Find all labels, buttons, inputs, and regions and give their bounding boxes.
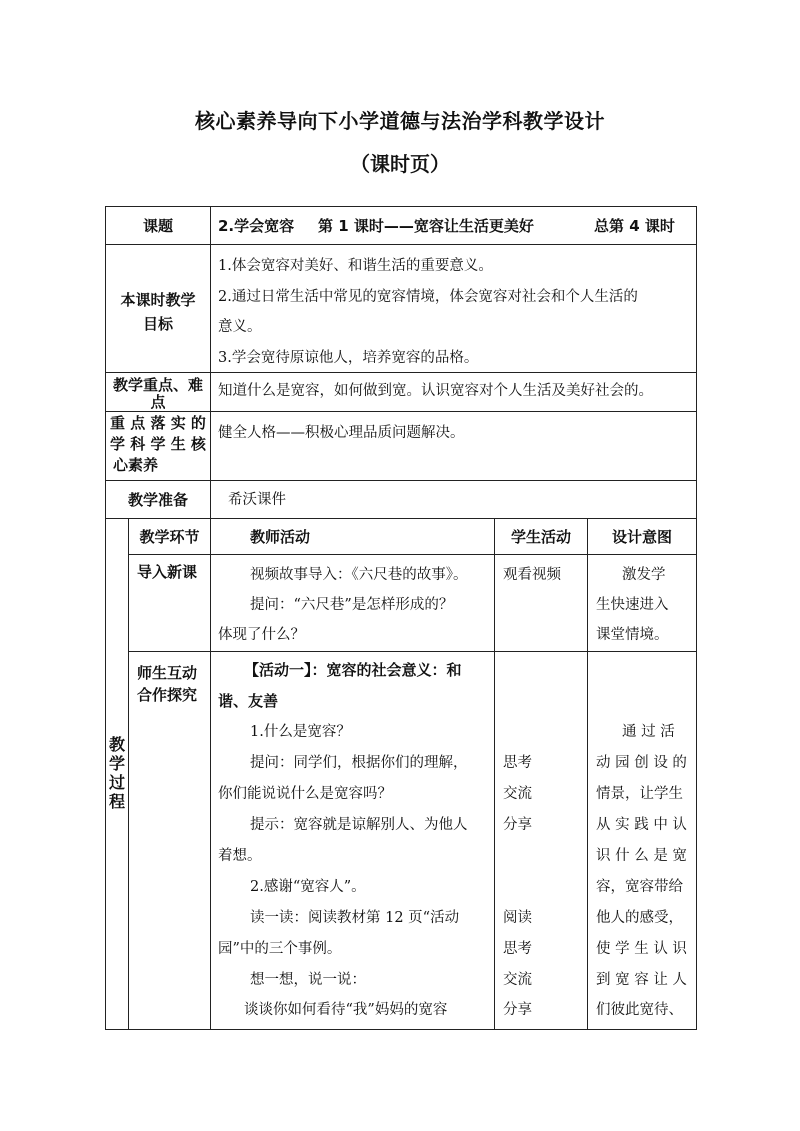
objective-item-2: 2.通过日常生活中常见的宽容情境，体会宽容对社会和个人生活的 xyxy=(218,289,638,305)
objectives-label-line1: 本课时教学 xyxy=(120,291,196,309)
header-student: 学生活动 xyxy=(510,528,571,546)
literacy-label-line1: 重 点 落 实 的 xyxy=(110,414,206,432)
intro-student: 观看视频 xyxy=(503,567,561,583)
intent-line: 他人的感受， xyxy=(596,910,683,926)
teacher-line-11: 想一想，说一说： xyxy=(250,972,366,988)
intro-intent-line1: 激发学 xyxy=(622,567,666,583)
intent-line: 使 学 生 认 识 xyxy=(596,941,687,957)
student-item: 交流 xyxy=(503,786,532,802)
intro-stage: 导入新课 xyxy=(137,563,198,581)
lesson-part: 第 1 课时——宽容让生活更美好 xyxy=(318,217,534,235)
teacher-line-10: 园”中的三个事例。 xyxy=(218,941,342,957)
intent-line: 识 什 么 是 宽 xyxy=(596,848,687,864)
intent-line: 容，宽容带给 xyxy=(596,879,683,895)
student-item: 思考 xyxy=(503,755,532,771)
activity-one-title-cont: 谐、友善 xyxy=(218,692,279,710)
student-item: 分享 xyxy=(503,1002,532,1018)
intro-teacher-line2: 提问：“六尺巷”是怎样形成的？ xyxy=(250,597,454,613)
objective-item-1: 1.体会宽容对美好、和谐生活的重要意义。 xyxy=(218,258,493,274)
preparation-label: 教学准备 xyxy=(127,491,188,509)
teacher-line-7: 着想。 xyxy=(218,848,262,864)
intro-intent-line2: 生快速进入 xyxy=(596,597,669,613)
teacher-line-3: 1.什么是宽容？ xyxy=(250,724,351,740)
teacher-line-4: 提问：同学们，根据你们的理解， xyxy=(250,755,468,771)
document-subtitle: （课时页） xyxy=(350,152,450,176)
intro-teacher-line1: 视频故事导入：《六尺巷的故事》。 xyxy=(250,567,468,583)
literacy-label-line3: 心素养 xyxy=(113,456,159,474)
lesson-total: 总第 4 课时 xyxy=(594,217,675,235)
literacy-label-line2: 学 科 学 生 核 xyxy=(110,435,206,453)
header-teacher: 教师活动 xyxy=(250,528,311,546)
teacher-line-6: 提示：宽容就是谅解别人、为他人 xyxy=(250,817,468,833)
literacy-content: 健全人格——积极心理品质问题解决。 xyxy=(218,425,465,441)
intent-line: 们彼此宽待、 xyxy=(596,1002,683,1018)
intro-intent-line3: 课堂情境。 xyxy=(596,627,669,643)
lesson-unit: 2.学会宽容 xyxy=(218,217,295,235)
explore-stage-line2: 合作探究 xyxy=(137,686,198,704)
keypoints-label-line2: 点 xyxy=(150,393,166,411)
intent-line: 从 实 践 中 认 xyxy=(596,817,687,833)
header-intent: 设计意图 xyxy=(611,528,672,546)
process-label: 教学过程 xyxy=(108,735,125,811)
teacher-line-9: 读一读：阅读教材第 12 页“活动 xyxy=(250,910,460,926)
student-item: 交流 xyxy=(503,972,532,988)
lesson-label: 课题 xyxy=(142,217,173,235)
keypoints-label-line1: 教学重点、难 xyxy=(112,376,203,394)
student-item: 阅读 xyxy=(503,910,532,926)
objective-item-3: 3.学会宽待原谅他人，培养宽容的品格。 xyxy=(218,350,479,366)
intent-line: 情景，让学生 xyxy=(596,786,683,802)
activity-one-title: 【活动一】：宽容的社会意义：和 xyxy=(244,661,462,679)
intent-line: 通 过 活 xyxy=(622,724,675,740)
explore-stage-line1: 师生互动 xyxy=(137,664,198,682)
student-item: 分享 xyxy=(503,817,532,833)
intro-teacher-line3: 体现了什么？ xyxy=(218,627,305,643)
teacher-line-12: 谈谈你如何看待“我”妈妈的宽容 xyxy=(244,1002,448,1018)
header-stage: 教学环节 xyxy=(139,528,200,546)
objectives-label-line2: 目标 xyxy=(142,315,173,333)
objective-item-2-cont: 意义。 xyxy=(218,319,262,335)
teacher-line-5: 你们能说说什么是宽容吗？ xyxy=(218,786,392,802)
preparation-content: 希沃课件 xyxy=(228,492,286,508)
teacher-line-8: 2.感谢“宽容人”。 xyxy=(250,879,366,895)
document-title: 核心素养导向下小学道德与法治学科教学设计 xyxy=(195,109,605,133)
intent-line: 动 园 创 设 的 xyxy=(596,755,687,771)
student-item: 思考 xyxy=(503,941,532,957)
keypoints-content: 知道什么是宽容，如何做到宽。认识宽容对个人生活及美好社会的。 xyxy=(218,383,653,399)
intent-line: 到 宽 容 让 人 xyxy=(596,972,687,988)
